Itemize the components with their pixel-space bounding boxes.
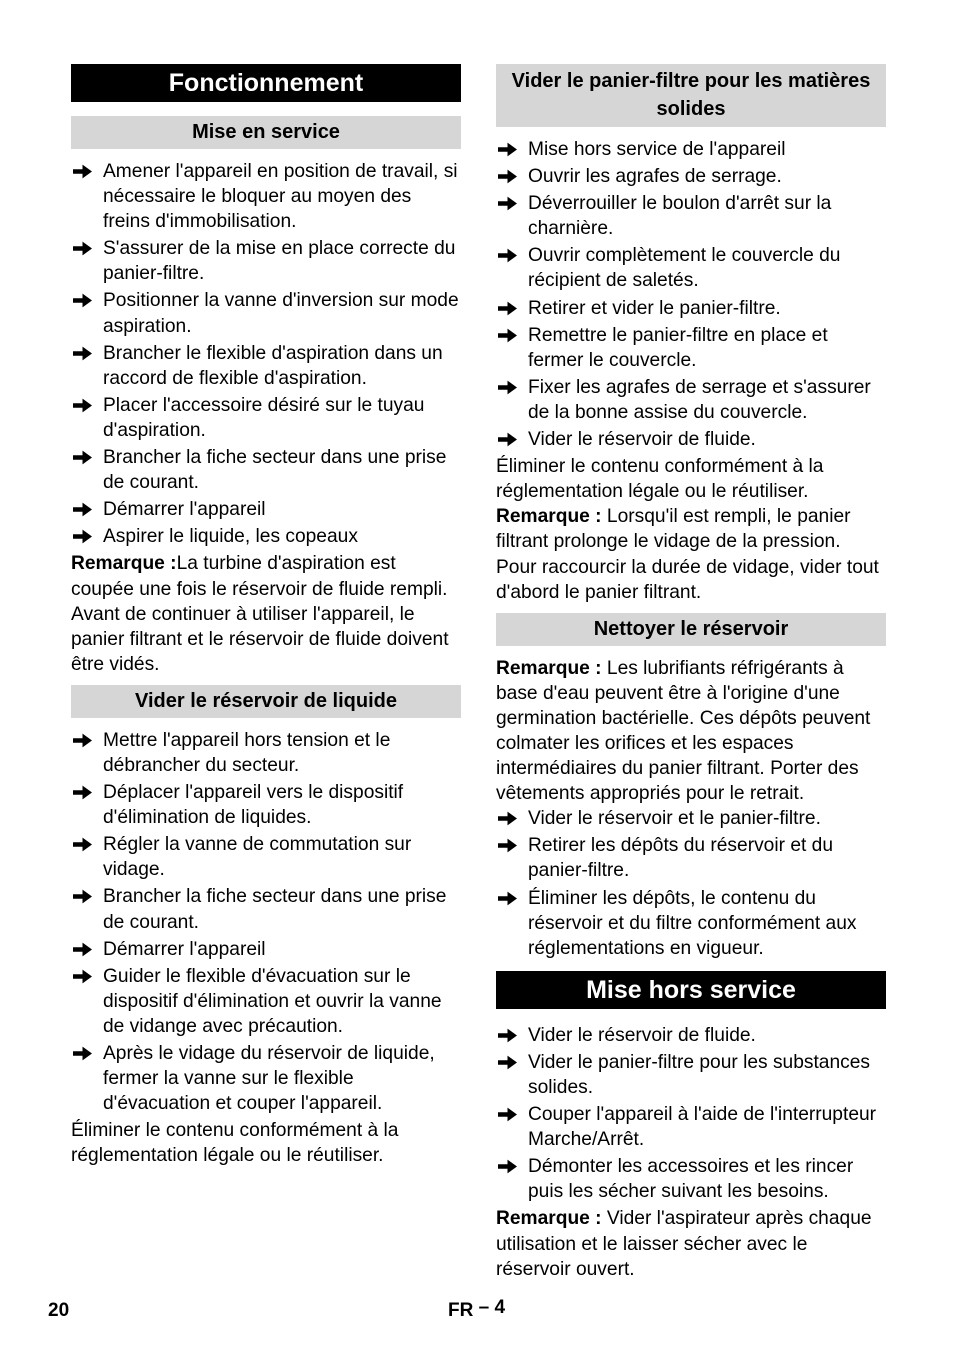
arrow-right-icon bbox=[498, 323, 522, 348]
list-item bbox=[71, 780, 461, 830]
arrow-right-icon bbox=[73, 236, 97, 261]
section-title-fonctionnement: Fonctionnement bbox=[71, 64, 461, 102]
list-item-text: Mettre l'appareil hors tension et le débrancher du secteur. bbox=[103, 729, 391, 776]
note-text: Vider l'aspirateur après chaque utilisation et le laisser sécher avec le réservoir ouvert. bbox=[496, 1208, 872, 1280]
arrow-right-icon bbox=[498, 296, 522, 321]
footer-language bbox=[448, 1298, 505, 1323]
steps-vider-reservoir bbox=[71, 728, 461, 1116]
footer-lang-code: FR bbox=[448, 1300, 474, 1321]
steps-mise-hors-service bbox=[496, 1023, 886, 1205]
list-item bbox=[71, 497, 461, 522]
list-item-text: Après le vidage du réservoir de liquide, fermer la vanne sur le flexible d'évacuation et couper l'appareil. bbox=[103, 1043, 435, 1115]
list-item-text: Mise hors service de l'appareil bbox=[528, 139, 786, 160]
list-item-text: Vider le panier-filtre pour les substances solides. bbox=[528, 1051, 871, 1098]
section-title-mise-hors-service: Mise hors service bbox=[496, 971, 886, 1009]
list-item bbox=[71, 964, 461, 1039]
list-item-text: Éliminer les dépôts, le contenu du réservoir et du filtre conformément aux réglementations en vigueur. bbox=[528, 887, 857, 959]
arrow-right-icon bbox=[498, 164, 522, 189]
list-item bbox=[496, 1102, 886, 1152]
list-item-text: S'assurer de la mise en place correcte du panier-filtre. bbox=[103, 238, 456, 285]
list-item-text: Positionner la vanne d'inversion sur mode aspiration. bbox=[103, 290, 459, 337]
arrow-right-icon bbox=[498, 375, 522, 400]
list-item-text: Retirer les dépôts du réservoir et du panier-filtre. bbox=[528, 835, 834, 882]
arrow-right-icon bbox=[73, 884, 97, 909]
list-item-text: Fixer les agrafes de serrage et s'assurer de la bonne assise du couvercle. bbox=[528, 376, 871, 423]
arrow-right-icon bbox=[498, 1154, 522, 1179]
list-item-text: Démarrer l'appareil bbox=[103, 499, 266, 521]
list-item bbox=[71, 341, 461, 391]
list-item bbox=[71, 884, 461, 934]
note-label: Remarque : bbox=[496, 657, 602, 679]
list-item-text: Ouvrir complètement le couvercle du récipient de saletés. bbox=[528, 245, 841, 292]
arrow-right-icon bbox=[73, 341, 97, 366]
list-item bbox=[496, 833, 886, 883]
arrow-right-icon bbox=[73, 964, 97, 989]
steps-vider-panier bbox=[496, 137, 886, 452]
list-item bbox=[71, 1041, 461, 1116]
list-item bbox=[496, 323, 886, 373]
list-item-text: Guider le flexible d'évacuation sur le dispositif d'élimination et ouvrir la vanne de vidange avec précaution. bbox=[103, 965, 442, 1037]
arrow-right-icon bbox=[498, 191, 522, 216]
note-text: Lorsqu'il est rempli, le panier filtrant prolonge le vidage de la pression. Pour raccourcir la durée de vidage, vider tout d'abord le panier filtrant. bbox=[496, 506, 879, 603]
arrow-right-icon bbox=[498, 1050, 522, 1075]
list-item-text: Déplacer l'appareil vers le dispositif d'élimination de liquides. bbox=[103, 782, 404, 829]
arrow-right-icon bbox=[498, 1102, 522, 1127]
heading-mise-en-service: Mise en service bbox=[71, 116, 461, 149]
arrow-right-icon bbox=[73, 1041, 97, 1066]
list-item-text: Brancher la fiche secteur dans une prise de courant. bbox=[103, 886, 447, 933]
list-item-text: Amener l'appareil en position de travail, si nécessaire le bloquer au moyen des freins d'immobilisation. bbox=[103, 161, 458, 233]
note-text: La turbine d'aspiration est coupée une fois le réservoir de fluide rempli. Avant de continuer à utiliser l'appareil, le panier filtrant et le réservoir de fluide doivent être vidés. bbox=[71, 553, 449, 675]
note-text: Les lubrifiants réfrigérants à base d'eau peuvent être à l'origine d'une germination bactérielle. Ces dépôts peuvent colmater les orifices et les espaces intermédiaires du panier filtrant. Porter des vêtements appropriés pour le retrait. bbox=[496, 657, 871, 805]
list-item-text: Couper l'appareil à l'aide de l'interrupteur Marche/Arrêt. bbox=[528, 1104, 877, 1151]
list-item bbox=[496, 886, 886, 961]
list-item bbox=[496, 137, 886, 162]
list-item bbox=[71, 832, 461, 882]
list-item bbox=[71, 288, 461, 338]
arrow-right-icon bbox=[498, 427, 522, 452]
heading-vider-panier: Vider le panier-filtre pour les matières solides bbox=[496, 64, 886, 127]
steps-mise-en-service bbox=[71, 159, 461, 549]
arrow-right-icon bbox=[73, 497, 97, 522]
heading-nettoyer-reservoir: Nettoyer le réservoir bbox=[496, 613, 886, 646]
list-item bbox=[71, 236, 461, 286]
list-item-text: Ouvrir les agrafes de serrage. bbox=[528, 166, 782, 188]
list-item bbox=[496, 243, 886, 293]
arrow-right-icon bbox=[73, 780, 97, 805]
list-item bbox=[496, 1154, 886, 1204]
arrow-right-icon bbox=[498, 243, 522, 268]
list-item-text: Brancher la fiche secteur dans une prise de courant. bbox=[103, 447, 447, 494]
list-item-text: Placer l'accessoire désiré sur le tuyau d'aspiration. bbox=[103, 394, 425, 441]
arrow-right-icon bbox=[498, 137, 522, 162]
list-item bbox=[496, 191, 886, 241]
list-item bbox=[71, 937, 461, 962]
list-item bbox=[71, 393, 461, 443]
list-item-text: Vider le réservoir et le panier-filtre. bbox=[528, 808, 821, 830]
note-mise-en-service bbox=[71, 551, 461, 676]
list-item-text: Démonter les accessoires et les rincer puis les sécher suivant les besoins. bbox=[528, 1156, 854, 1203]
list-item bbox=[71, 159, 461, 234]
arrow-right-icon bbox=[498, 833, 522, 858]
list-item-text: Vider le réservoir de fluide. bbox=[528, 429, 756, 451]
footer-sub: – 4 bbox=[478, 1297, 506, 1318]
list-item-text: Régler la vanne de commutation sur vidage. bbox=[103, 834, 412, 881]
arrow-right-icon bbox=[73, 524, 97, 549]
list-item-text: Retirer et vider le panier-filtre. bbox=[528, 297, 781, 319]
list-item bbox=[496, 375, 886, 425]
list-item bbox=[71, 445, 461, 495]
list-item-text: Aspirer le liquide, les copeaux bbox=[103, 526, 358, 548]
list-item bbox=[71, 524, 461, 549]
list-item-text: Démarrer l'appareil bbox=[103, 938, 266, 960]
right-column bbox=[496, 64, 886, 1282]
note-vider-panier bbox=[496, 504, 886, 604]
note-mise-hors-service bbox=[496, 1206, 886, 1281]
page-number: 20 bbox=[48, 1300, 70, 1321]
closing-vider-panier: Éliminer le contenu conformément à la réglementation légale ou le réutiliser. bbox=[496, 456, 824, 503]
list-item bbox=[496, 427, 886, 452]
arrow-right-icon bbox=[498, 806, 522, 831]
arrow-right-icon bbox=[498, 1023, 522, 1048]
arrow-right-icon bbox=[73, 937, 97, 962]
list-item bbox=[71, 728, 461, 778]
list-item-text: Brancher le flexible d'aspiration dans un raccord de flexible d'aspiration. bbox=[103, 342, 443, 389]
closing-vider-reservoir: Éliminer le contenu conformément à la réglementation légale ou le réutiliser. bbox=[71, 1120, 399, 1167]
arrow-right-icon bbox=[73, 159, 97, 184]
arrow-right-icon bbox=[73, 393, 97, 418]
list-item bbox=[496, 1023, 886, 1048]
left-column bbox=[71, 64, 461, 1168]
note-nettoyer bbox=[496, 656, 886, 807]
list-item-text: Remettre le panier-filtre en place et fermer le couvercle. bbox=[528, 324, 828, 371]
list-item-text: Déverrouiller le boulon d'arrêt sur la charnière. bbox=[528, 193, 832, 240]
note-label: Remarque : bbox=[496, 506, 602, 528]
note-label: Remarque : bbox=[496, 1208, 602, 1230]
steps-nettoyer bbox=[496, 806, 886, 961]
arrow-right-icon bbox=[73, 288, 97, 313]
arrow-right-icon bbox=[73, 728, 97, 753]
arrow-right-icon bbox=[498, 886, 522, 911]
list-item-text: Vider le réservoir de fluide. bbox=[528, 1024, 756, 1046]
arrow-right-icon bbox=[73, 832, 97, 857]
list-item bbox=[496, 296, 886, 321]
list-item bbox=[496, 1050, 886, 1100]
list-item bbox=[496, 164, 886, 189]
arrow-right-icon bbox=[73, 445, 97, 470]
heading-vider-reservoir: Vider le réservoir de liquide bbox=[71, 685, 461, 718]
list-item bbox=[496, 806, 886, 831]
note-label: Remarque : bbox=[71, 553, 177, 575]
